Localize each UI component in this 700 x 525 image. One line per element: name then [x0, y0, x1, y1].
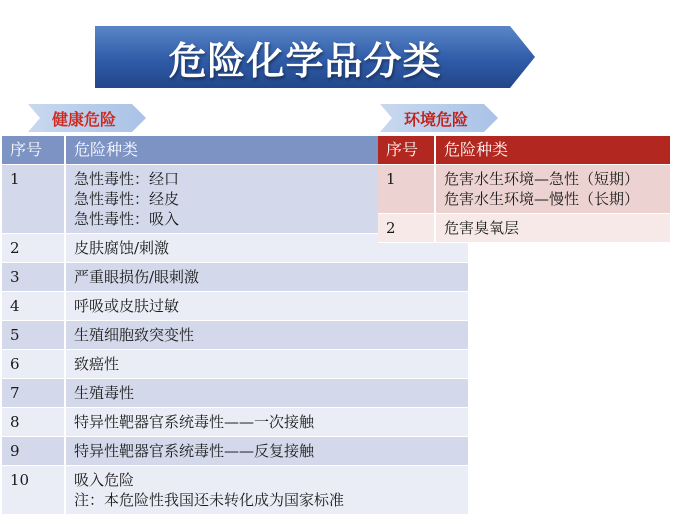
hazard-type-text: 生殖毒性 — [74, 384, 135, 402]
header-num: 序号 — [2, 136, 65, 165]
hazard-type-text: 呼吸或皮肤过敏 — [74, 297, 180, 315]
row-number: 5 — [2, 321, 65, 350]
row-number: 2 — [2, 234, 65, 263]
environment-hazard-table — [378, 136, 670, 243]
header-type: 危险种类 — [65, 136, 468, 165]
env-table-body — [378, 165, 670, 243]
hazard-type-text: 严重眼损伤/眼刺激 — [74, 268, 200, 286]
hazard-type-cell — [65, 292, 468, 321]
hazard-type-text: 急性毒性：经口 — [74, 170, 180, 188]
table-row — [2, 408, 468, 437]
row-number: 6 — [2, 350, 65, 379]
hazard-type-text: 特异性靶器官系统毒性——一次接触 — [74, 413, 315, 431]
hazard-type-text: 生殖细胞致突变性 — [74, 326, 195, 344]
row-number: 4 — [2, 292, 65, 321]
table-row — [2, 350, 468, 379]
environment-hazard-tag: 环境危险 — [403, 109, 468, 129]
hazard-type-text: 致癌性 — [74, 355, 120, 373]
hazard-type-text: 危害臭氧层 — [444, 219, 520, 237]
hazard-type-text: 皮肤腐蚀/刺激 — [74, 239, 170, 257]
row-number: 7 — [2, 379, 65, 408]
header-num: 序号 — [378, 136, 435, 165]
health-hazard-tag: 健康危险 — [51, 109, 116, 129]
table-row — [2, 379, 468, 408]
hazard-type-text: 吸入危险 — [74, 471, 135, 489]
hazard-type-cell — [65, 321, 468, 350]
row-number: 3 — [2, 263, 65, 292]
hazard-type-cell — [65, 379, 468, 408]
hazard-type-text: 危害水生环境—急性（短期） — [444, 170, 640, 188]
table-row — [378, 165, 670, 214]
row-number: 2 — [378, 214, 435, 243]
hazard-type-text: 注：本危险性我国还未转化成为国家标准 — [74, 491, 345, 509]
hazard-type-cell — [435, 165, 670, 214]
hazard-type-text: 危害水生环境—慢性（长期） — [444, 190, 640, 208]
table-row — [2, 437, 468, 466]
table-row — [2, 321, 468, 350]
table-row — [2, 466, 468, 515]
hazard-type-cell — [435, 214, 670, 243]
hazard-type-cell — [65, 466, 468, 515]
row-number: 9 — [2, 437, 65, 466]
row-number: 10 — [2, 466, 65, 515]
table-row — [2, 263, 468, 292]
header-type: 危险种类 — [435, 136, 670, 165]
hazard-type-cell — [65, 408, 468, 437]
hazard-type-cell — [65, 437, 468, 466]
hazard-type-text: 急性毒性：吸入 — [74, 210, 180, 228]
row-number: 1 — [2, 165, 65, 234]
hazard-type-cell — [65, 263, 468, 292]
page-title: 危险化学品分类 — [168, 38, 442, 83]
row-number: 8 — [2, 408, 65, 437]
hazard-type-cell — [65, 350, 468, 379]
table-row — [378, 214, 670, 243]
table-row — [2, 292, 468, 321]
hazard-type-text: 急性毒性：经皮 — [74, 190, 180, 208]
hazard-type-text: 特异性靶器官系统毒性——反复接触 — [74, 442, 315, 460]
row-number: 1 — [378, 165, 435, 214]
table-header-row — [378, 136, 670, 165]
